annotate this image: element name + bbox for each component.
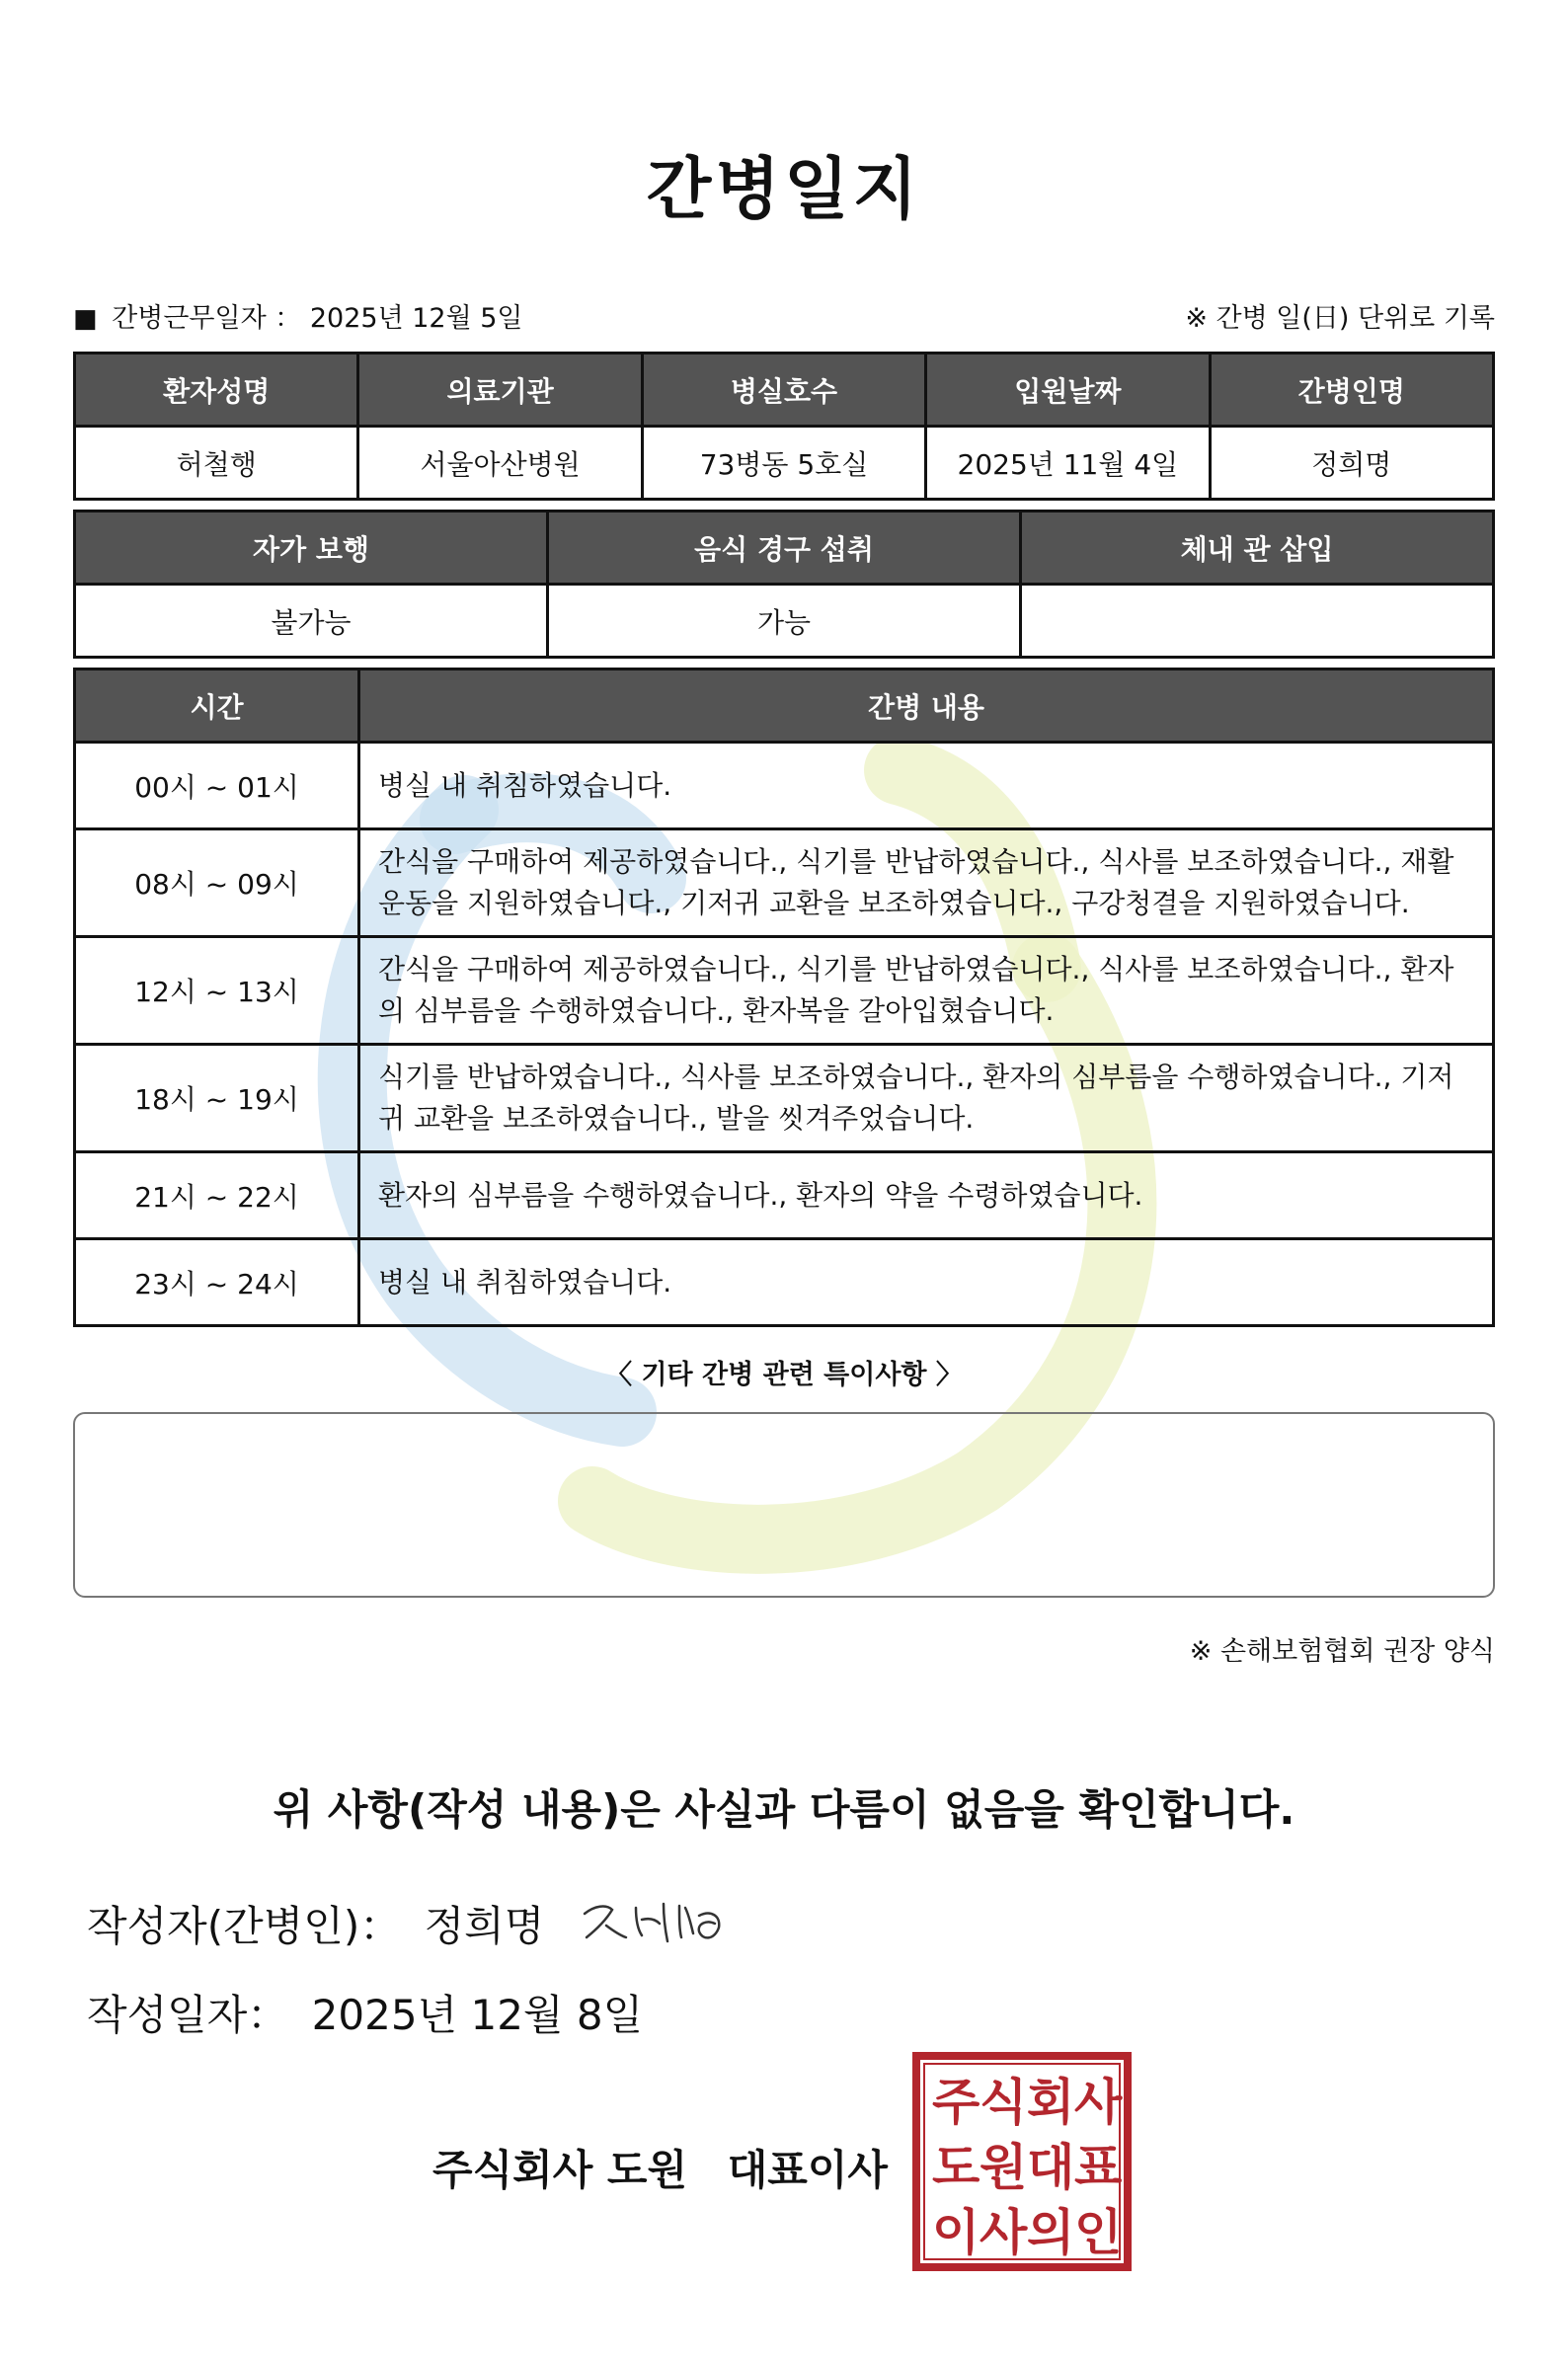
table-row <box>75 829 1494 937</box>
svg-text:사: 사 <box>980 2204 1028 2261</box>
patient-status-table <box>73 510 1495 659</box>
log-time: 21시 ~ 22시 <box>75 1152 359 1239</box>
care-log-table <box>73 668 1495 1327</box>
patient-name: 허철행 <box>75 427 358 500</box>
log-content: 식기를 반납하였습니다., 식사를 보조하였습니다., 환자의 심부름을 수행하였습니다., 기저귀 교환을 보조하였습니다., 발을 씻겨주었습니다. <box>359 1045 1494 1152</box>
writer-colon: ： <box>359 1902 402 1950</box>
log-time: 12시 ~ 13시 <box>75 937 359 1045</box>
log-time: 23시 ~ 24시 <box>75 1239 359 1326</box>
work-date <box>73 296 523 335</box>
log-time: 18시 ~ 19시 <box>75 1045 359 1152</box>
hospital: 서울아산병원 <box>358 427 642 500</box>
svg-text:회: 회 <box>1027 2074 1075 2131</box>
svg-text:원: 원 <box>980 2139 1028 2196</box>
writer-line <box>87 1894 544 1953</box>
company-line <box>432 2138 888 2197</box>
svg-text:대: 대 <box>1027 2139 1075 2196</box>
writer-label: 작성자(간병인) <box>87 1902 360 1950</box>
notes-title: 〈 기타 간병 관련 특이사항 〉 <box>605 1360 963 1390</box>
header-oral-intake: 음식 경구 섭취 <box>548 512 1021 585</box>
company-seal <box>910 2050 1134 2273</box>
written-date-line <box>87 1983 643 2042</box>
work-date-label: 간병근무일자 <box>112 303 267 334</box>
svg-text:이: 이 <box>932 2204 980 2261</box>
writer-name: 정희명 <box>424 1902 545 1950</box>
table-row <box>75 1239 1494 1326</box>
header-time: 시간 <box>75 669 359 743</box>
log-time: 08시 ~ 09시 <box>75 829 359 937</box>
handwritten-signature <box>577 1886 745 1955</box>
header-tube-insertion: 체내 관 삽입 <box>1021 512 1494 585</box>
record-unit-note: ※ 간병 일(日) 단위로 기록 <box>1185 303 1495 334</box>
log-time: 00시 ~ 01시 <box>75 743 359 829</box>
header-hospital: 의료기관 <box>358 354 642 427</box>
work-date-value: 2025년 12월 5일 <box>309 303 523 334</box>
written-date-label: 작성일자 <box>87 1991 248 2039</box>
svg-text:표: 표 <box>1074 2139 1123 2196</box>
company-ceo-title: 대표이사 <box>727 2146 888 2194</box>
log-content: 간식을 구매하여 제공하였습니다., 식기를 반납하였습니다., 식사를 보조하였습니다., 재활운동을 지원하였습니다., 기저귀 교환을 보조하였습니다., 구강청결을 지원하였습니다. <box>359 829 1494 937</box>
header-self-walking: 자가 보행 <box>75 512 548 585</box>
header-care-content: 간병 내용 <box>359 669 1494 743</box>
notes-box <box>73 1412 1495 1598</box>
patient-info-table <box>73 352 1495 501</box>
room-number: 73병동 5호실 <box>642 427 925 500</box>
table-row <box>75 743 1494 829</box>
log-content: 환자의 심부름을 수행하였습니다., 환자의 약을 수령하였습니다. <box>359 1152 1494 1239</box>
table-row <box>75 937 1494 1045</box>
table-row <box>75 1152 1494 1239</box>
caregiver-name: 정희명 <box>1210 427 1493 500</box>
oral-intake-value: 가능 <box>548 585 1021 658</box>
header-caregiver-name: 간병인명 <box>1210 354 1493 427</box>
document-title: 간병일지 <box>646 151 922 229</box>
header-room: 병실호수 <box>642 354 925 427</box>
log-content: 병실 내 취침하였습니다. <box>359 743 1494 829</box>
work-date-colon: ： <box>274 303 302 334</box>
header-admission-date: 입원날짜 <box>926 354 1210 427</box>
svg-text:사: 사 <box>1074 2074 1123 2131</box>
log-content: 병실 내 취침하였습니다. <box>359 1239 1494 1326</box>
self-walking-value: 불가능 <box>75 585 548 658</box>
tube-insertion-value <box>1021 585 1494 658</box>
written-date-colon: ： <box>247 1991 289 2039</box>
meta-row <box>73 296 1495 336</box>
svg-text:인: 인 <box>1074 2204 1123 2261</box>
header-patient-name: 환자성명 <box>75 354 358 427</box>
log-content: 간식을 구매하여 제공하였습니다., 식기를 반납하였습니다., 식사를 보조하였습니다., 환자의 심부름을 수행하였습니다., 환자복을 갈아입혔습니다. <box>359 937 1494 1045</box>
square-bullet-icon: ■ <box>73 304 98 334</box>
svg-text:의: 의 <box>1027 2204 1075 2261</box>
table-row <box>75 1045 1494 1152</box>
svg-text:식: 식 <box>980 2074 1028 2131</box>
svg-text:도: 도 <box>932 2139 980 2196</box>
recommended-form-note: ※ 손해보험협회 권장 양식 <box>1189 1636 1495 1667</box>
company-name: 주식회사 도원 <box>432 2146 688 2194</box>
admission-date: 2025년 11월 4일 <box>926 427 1210 500</box>
confirmation-statement: 위 사항(작성 내용)은 사실과 다름이 없음을 확인합니다. <box>273 1785 1295 1834</box>
written-date-value: 2025년 12월 8일 <box>311 1991 644 2039</box>
svg-text:주: 주 <box>932 2074 980 2131</box>
